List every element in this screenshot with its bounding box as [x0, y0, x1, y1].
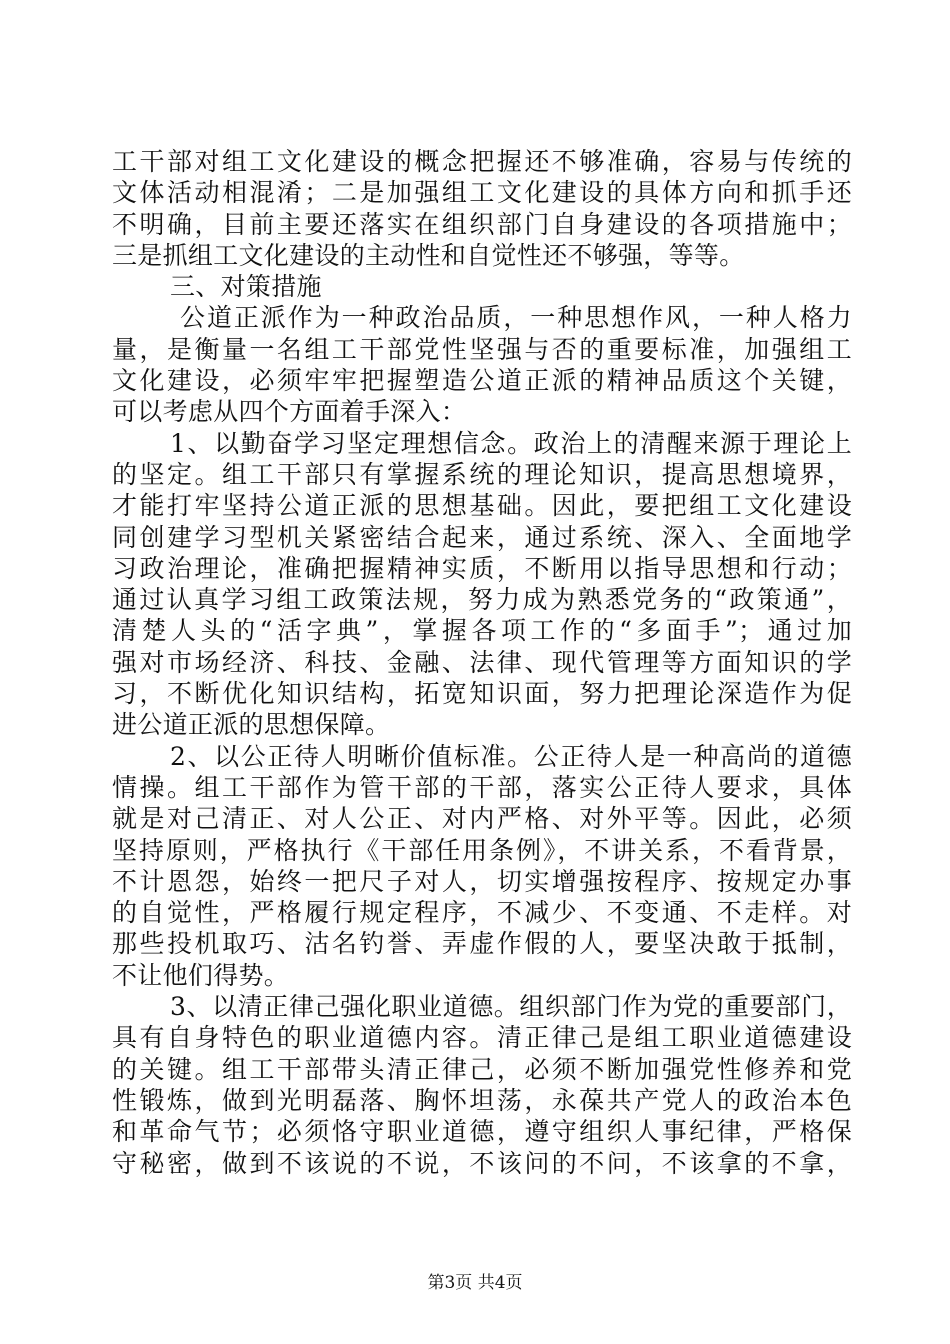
text-line: 可以考虑从四个方面着手深入： [112, 397, 467, 427]
text-line: 不计恩怨，始终一把尺子对人，切实增强按程序、按规定办事 [112, 866, 852, 896]
text-line: 公道正派作为一种政治品质，一种思想作风，一种人格力 [180, 303, 852, 333]
text-line: 不让他们得势。 [112, 960, 290, 990]
text-line: 习政治理论，准确把握精神实质，不断用以指导思想和行动； [112, 553, 852, 583]
page-footer: 第3页 共4页 [427, 1273, 523, 1293]
text-line: 具有自身特色的职业道德内容。清正律己是组工职业道德建设 [112, 1023, 852, 1053]
text-line: 清楚人头的“活字典”，掌握各项工作的“多面手”；通过加 [112, 616, 852, 646]
text-line: 工干部对组工文化建设的概念把握还不够准确，容易与传统的 [112, 147, 852, 176]
text-line: 3、以清正律己强化职业道德。组织部门作为党的重要部门， [170, 992, 852, 1022]
text-line: 的关键。组工干部带头清正律己，必须不断加强党性修养和党 [112, 1054, 852, 1084]
text-line: 通过认真学习组工政策法规，努力成为熟悉党务的“政策通”， [112, 585, 852, 615]
text-line: 2、以公正待人明晰价值标准。公正待人是一种高尚的道德 [170, 741, 852, 771]
text-line: 习，不断优化知识结构，拓宽知识面，努力把理论深造作为促 [112, 679, 852, 709]
text-line: 的坚定。组工干部只有掌握系统的理论知识，提高思想境界， [112, 459, 852, 489]
text-line: 和革命气节；必须恪守职业道德，遵守组织人事纪律，严格保 [112, 1117, 852, 1147]
document-body [112, 146, 852, 1179]
text-line: 1、以勤奋学习坚定理想信念。政治上的清醒来源于理论上 [170, 428, 852, 458]
text-line: 才能打牢坚持公道正派的思想基础。因此，要把组工文化建设 [112, 491, 852, 521]
text-line: 的自觉性，严格履行规定程序，不减少、不变通、不走样。对 [112, 898, 852, 928]
text-line: 坚持原则，严格执行《干部任用条例》，不讲关系，不看背景， [112, 835, 852, 865]
text-line: 守秘密，做到不该说的不说，不该问的不问，不该拿的不拿， [112, 1148, 852, 1178]
text-line: 那些投机取巧、沽名钓誉、弄虚作假的人，要坚决敢于抵制， [112, 929, 852, 959]
text-line: 不明确，目前主要还落实在组织部门自身建设的各项措施中； [112, 209, 852, 239]
text-line: 就是对己清正、对人公正、对内严格、对外平等。因此，必须 [112, 804, 852, 834]
text-line: 强对市场经济、科技、金融、法律、现代管理等方面知识的学 [112, 647, 852, 677]
text-line: 性锻炼，做到光明磊落、胸怀坦荡，永葆共产党人的政治本色 [112, 1085, 852, 1115]
text-line: 进公道正派的思想保障。 [112, 710, 391, 740]
text-line: 文体活动相混淆；二是加强组工文化建设的具体方向和抓手还 [112, 178, 852, 208]
text-line: 文化建设，必须牢牢把握塑造公道正派的精神品质这个关键， [112, 366, 852, 396]
text-line: 情操。组工干部作为管干部的干部，落实公正待人要求，具体 [112, 772, 852, 802]
text-line: 三是抓组工文化建设的主动性和自觉性还不够强，等等。 [112, 240, 745, 270]
text-line: 三、对策措施 [170, 272, 322, 302]
text-line: 量，是衡量一名组工干部党性坚强与否的重要标准，加强组工 [112, 334, 852, 364]
text-line: 同创建学习型机关紧密结合起来，通过系统、深入、全面地学 [112, 522, 852, 552]
